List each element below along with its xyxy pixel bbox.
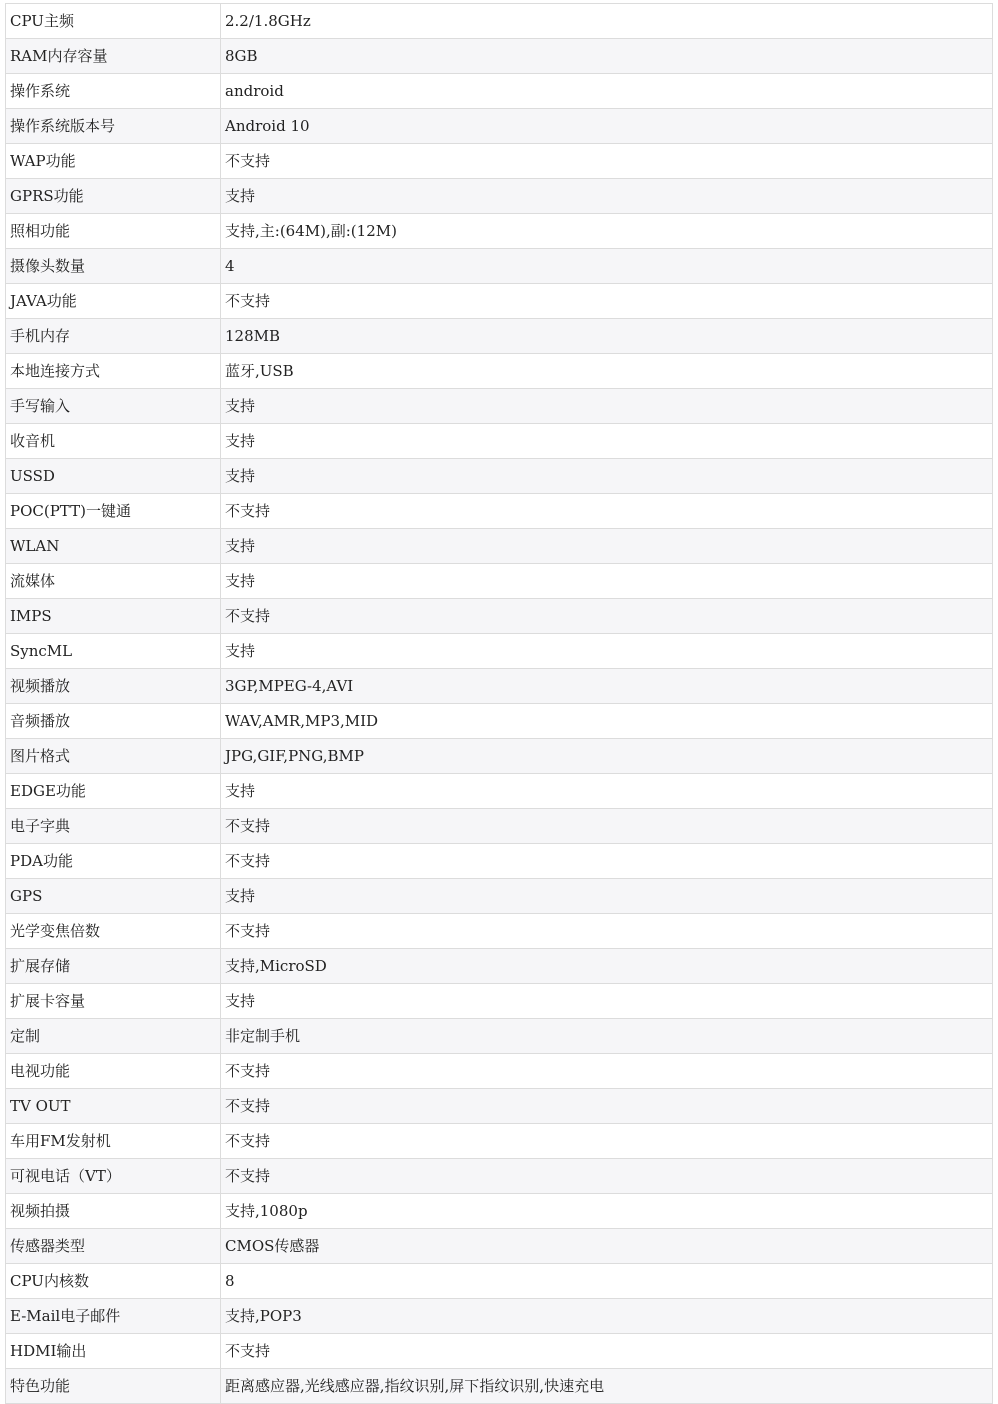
spec-value: 8GB [221, 39, 993, 74]
spec-label: 摄像头数量 [6, 249, 221, 284]
table-row [6, 284, 993, 319]
spec-value: 不支持 [221, 284, 993, 319]
table-row [6, 4, 993, 39]
table-row [6, 1334, 993, 1369]
spec-label: 车用FM发射机 [6, 1124, 221, 1159]
spec-value: Android 10 [221, 109, 993, 144]
spec-label: 手机内存 [6, 319, 221, 354]
spec-label: IMPS [6, 599, 221, 634]
spec-label: 音频播放 [6, 704, 221, 739]
table-row [6, 1229, 993, 1264]
table-row [6, 1194, 993, 1229]
spec-label: 视频拍摄 [6, 1194, 221, 1229]
table-row [6, 774, 993, 809]
table-row [6, 809, 993, 844]
spec-label: CPU主频 [6, 4, 221, 39]
table-row [6, 1089, 993, 1124]
spec-label: 定制 [6, 1019, 221, 1054]
table-row [6, 634, 993, 669]
spec-value: 不支持 [221, 1124, 993, 1159]
spec-label: WLAN [6, 529, 221, 564]
spec-label: E-Mail电子邮件 [6, 1299, 221, 1334]
table-row [6, 389, 993, 424]
spec-value: 3GP,MPEG-4,AVI [221, 669, 993, 704]
spec-label: 操作系统版本号 [6, 109, 221, 144]
spec-value: 支持 [221, 564, 993, 599]
spec-value: 支持 [221, 984, 993, 1019]
spec-value: 支持,主:(64M),副:(12M) [221, 214, 993, 249]
spec-value: 不支持 [221, 144, 993, 179]
spec-value: 支持,MicroSD [221, 949, 993, 984]
table-row [6, 704, 993, 739]
spec-label: 手写输入 [6, 389, 221, 424]
spec-label: PDA功能 [6, 844, 221, 879]
spec-value: 8 [221, 1264, 993, 1299]
spec-value: android [221, 74, 993, 109]
spec-label: 电子字典 [6, 809, 221, 844]
spec-value: 不支持 [221, 1159, 993, 1194]
spec-value: 支持,POP3 [221, 1299, 993, 1334]
spec-value: 蓝牙,USB [221, 354, 993, 389]
spec-value: 支持 [221, 424, 993, 459]
spec-label: POC(PTT)一键通 [6, 494, 221, 529]
spec-value: JPG,GIF,PNG,BMP [221, 739, 993, 774]
table-row [6, 459, 993, 494]
spec-value: 支持 [221, 389, 993, 424]
spec-label: 传感器类型 [6, 1229, 221, 1264]
spec-label: 扩展存储 [6, 949, 221, 984]
table-row [6, 249, 993, 284]
table-row [6, 599, 993, 634]
spec-value: 不支持 [221, 1334, 993, 1369]
spec-label: 视频播放 [6, 669, 221, 704]
spec-value: 4 [221, 249, 993, 284]
spec-label: 图片格式 [6, 739, 221, 774]
table-row [6, 879, 993, 914]
spec-value: 距离感应器,光线感应器,指纹识别,屏下指纹识别,快速充电 [221, 1369, 993, 1404]
spec-value: 支持 [221, 529, 993, 564]
spec-label: 流媒体 [6, 564, 221, 599]
spec-label: EDGE功能 [6, 774, 221, 809]
spec-label: JAVA功能 [6, 284, 221, 319]
table-row [6, 984, 993, 1019]
spec-label: HDMI输出 [6, 1334, 221, 1369]
spec-value: 支持,1080p [221, 1194, 993, 1229]
spec-value: WAV,AMR,MP3,MID [221, 704, 993, 739]
spec-value: 不支持 [221, 1054, 993, 1089]
spec-value: CMOS传感器 [221, 1229, 993, 1264]
spec-label: 本地连接方式 [6, 354, 221, 389]
spec-value: 128MB [221, 319, 993, 354]
table-row [6, 914, 993, 949]
table-row [6, 319, 993, 354]
table-row [6, 1159, 993, 1194]
spec-label: RAM内存容量 [6, 39, 221, 74]
table-row [6, 529, 993, 564]
spec-label: 电视功能 [6, 1054, 221, 1089]
spec-label: SyncML [6, 634, 221, 669]
table-row [6, 74, 993, 109]
spec-value: 2.2/1.8GHz [221, 4, 993, 39]
spec-label: 收音机 [6, 424, 221, 459]
spec-label: 照相功能 [6, 214, 221, 249]
spec-label: 特色功能 [6, 1369, 221, 1404]
table-row [6, 739, 993, 774]
table-row [6, 949, 993, 984]
spec-table [5, 3, 993, 1404]
table-row [6, 39, 993, 74]
spec-label: TV OUT [6, 1089, 221, 1124]
spec-value: 支持 [221, 459, 993, 494]
table-row [6, 564, 993, 599]
table-row [6, 1369, 993, 1404]
spec-label: WAP功能 [6, 144, 221, 179]
spec-label: GPS [6, 879, 221, 914]
table-row [6, 1054, 993, 1089]
spec-label: GPRS功能 [6, 179, 221, 214]
table-row [6, 214, 993, 249]
spec-label: USSD [6, 459, 221, 494]
table-row [6, 354, 993, 389]
spec-value: 不支持 [221, 809, 993, 844]
table-row [6, 669, 993, 704]
spec-value: 不支持 [221, 914, 993, 949]
spec-label: CPU内核数 [6, 1264, 221, 1299]
table-row [6, 1264, 993, 1299]
spec-label: 扩展卡容量 [6, 984, 221, 1019]
spec-label: 可视电话（VT） [6, 1159, 221, 1194]
spec-table-body [6, 4, 993, 1404]
table-row [6, 1124, 993, 1159]
table-row [6, 844, 993, 879]
table-row [6, 1019, 993, 1054]
table-row [6, 144, 993, 179]
table-row [6, 109, 993, 144]
spec-label: 操作系统 [6, 74, 221, 109]
table-row [6, 494, 993, 529]
spec-label: 光学变焦倍数 [6, 914, 221, 949]
spec-value: 支持 [221, 634, 993, 669]
table-row [6, 179, 993, 214]
spec-value: 不支持 [221, 599, 993, 634]
spec-value: 不支持 [221, 1089, 993, 1124]
table-row [6, 1299, 993, 1334]
spec-value: 支持 [221, 774, 993, 809]
spec-value: 支持 [221, 179, 993, 214]
spec-value: 非定制手机 [221, 1019, 993, 1054]
spec-value: 不支持 [221, 844, 993, 879]
spec-value: 不支持 [221, 494, 993, 529]
table-row [6, 424, 993, 459]
spec-value: 支持 [221, 879, 993, 914]
